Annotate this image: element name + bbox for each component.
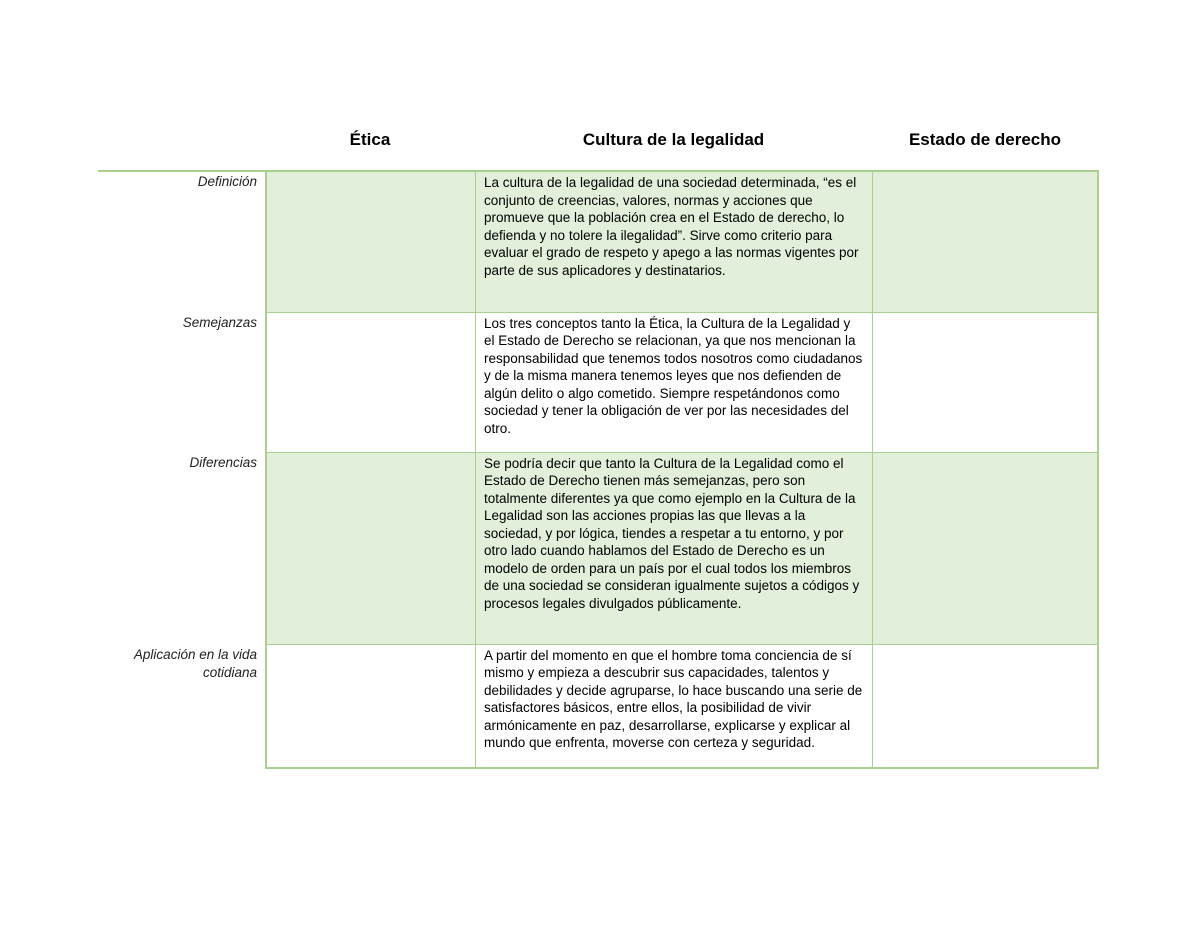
table-row-aplicacion [98,644,1098,768]
row-label-diferencias: Diferencias [189,455,257,470]
column-header-cultura-legalidad: Cultura de la legalidad [582,130,765,149]
cell-aplicacion-etica [266,644,476,768]
cell-semejanzas-etica [266,312,476,452]
cell-definicion-etica [266,171,476,312]
column-header-etica: Ética [349,130,391,149]
cell-diferencias-etica [266,452,476,644]
cell-semejanzas-estado [873,312,1099,452]
row-label-definicion: Definición [197,174,257,189]
cell-semejanzas-cultura: Los tres conceptos tanto la Ética, la Cultura de la Legalidad y el Estado de Derecho se relacionan, ya que nos mencionan la responsabilidad que tenemos todos nosotros como ciudadanos y de la misma manera tenemos leyes que nos defienden de algún delito o algo cometido. Siempre respetándonos como sociedad y tener la obligación de ver por las necesidades del otro. [476,312,873,452]
row-label-semejanzas: Semejanzas [182,315,257,330]
cell-diferencias-cultura: Se podría decir que tanto la Cultura de la Legalidad como el Estado de Derecho tienen más semejanzas, pero son totalmente diferentes ya que como ejemplo en la Cultura de la Legalidad son las acciones propias las que llevas a la sociedad, y por lógica, tiendes a respetar a tu entorno, y por otro lado cuando hablamos del Estado de Derecho es un modelo de orden para un país por el cual todos los miembros de una sociedad se consideran igualmente sujetos a códigos y procesos legales divulgados públicamente. [476,452,873,644]
cell-definicion-cultura: La cultura de la legalidad de una sociedad determinada, “es el conjunto de creencias, valores, normas y acciones que promueve que la población crea en el Estado de derecho, lo defienda y no tolere la ilegalidad”. Sirve como criterio para evaluar el grado de respeto y apego a las normas vigentes por parte de sus aplicadores y destinatarios. [476,171,873,312]
cell-diferencias-estado [873,452,1099,644]
table-row-definicion [98,171,1098,312]
cell-definicion-estado [873,171,1099,312]
cell-aplicacion-estado [873,644,1099,768]
row-label-aplicacion: Aplicación en la vida cotidiana [133,647,257,680]
table-row-semejanzas [98,312,1098,452]
comparison-table [98,170,1099,769]
table-row-diferencias [98,452,1098,644]
column-header-estado-derecho: Estado de derecho [908,130,1062,149]
cell-aplicacion-cultura: A partir del momento en que el hombre toma conciencia de sí mismo y empieza a descubrir sus capacidades, talentos y debilidades y decide agruparse, lo hace buscando una serie de satisfactores básicos, entre ellos, la posibilidad de vivir armónicamente en paz, desarrollarse, explicarse y explicar al mundo que enfrenta, moverse con certeza y seguridad. [476,644,873,768]
